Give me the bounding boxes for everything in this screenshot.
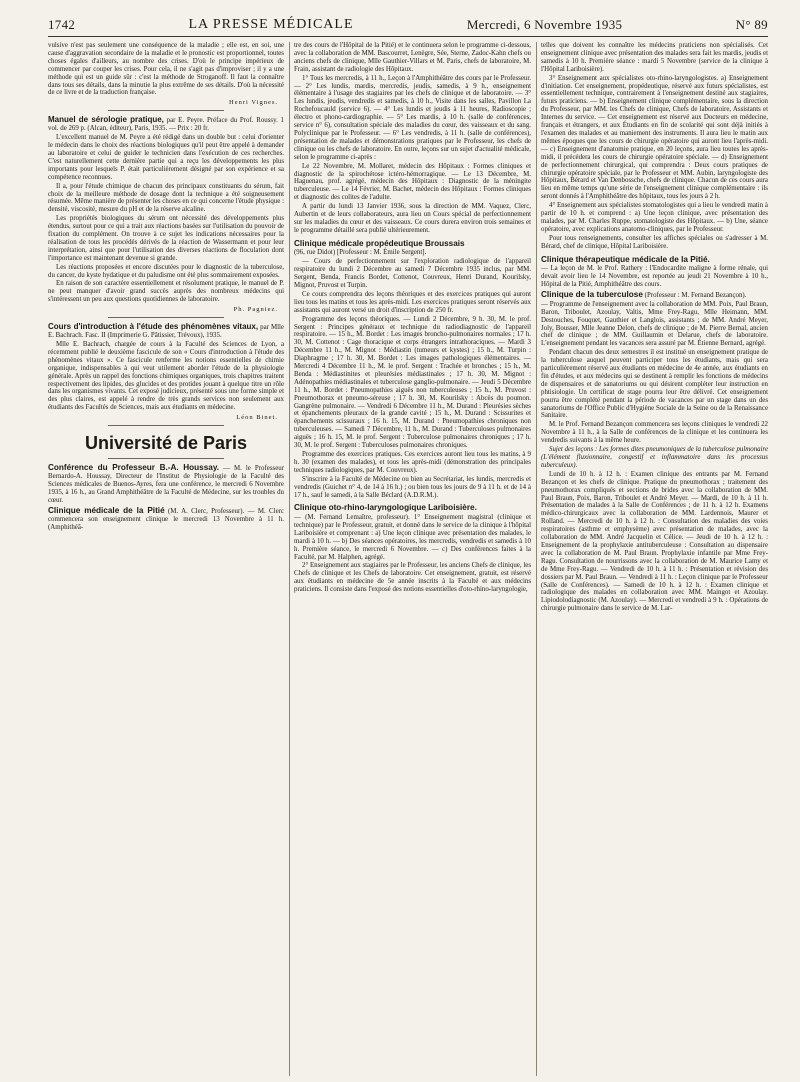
book-reference: par Mlle E. Bachrach. Fasc. II (Imprimerie G. Pâtissier, Trévoux), 1935. xyxy=(48,324,284,340)
paragraph: Ce cours comprendra des leçons théoriques et des exercices pratiques qui auront lieu tous les matins et tous les après-midi. Les exercices pratiques seront réservés aux assistants qui auront versé un droit d'inscription de 250 fr. xyxy=(294,290,531,314)
announcement-title: Clinique thérapeutique médicale de la Pitié. xyxy=(541,254,710,264)
author-signature: Léon Binet. xyxy=(236,414,278,422)
book-title: Manuel de sérologie pratique, xyxy=(48,115,164,125)
separator xyxy=(108,458,224,459)
publication-name: LA PRESSE MÉDICALE xyxy=(188,17,354,32)
column-divider xyxy=(289,42,290,1076)
header-rule xyxy=(48,36,768,37)
page-number: 1742 xyxy=(48,17,76,32)
book-review-heading xyxy=(48,322,284,340)
announcement-title: Clinique médicale propédeutique Broussais xyxy=(294,238,465,248)
issue-date: Mercredi, 6 Novembre 1935 xyxy=(466,17,623,32)
text-columns xyxy=(48,42,768,1076)
paragraph: S'inscrire à la Faculté de Médecine ou bien au Secrétariat, les lundis, mercredis et vendredis (Guichet n° 4, de 14 à 16 h.) ; ou bien tous les jours de 9 à 11 h. et de 14 à 17 h., sauf le samedi, à la Salle Béclard (A.D.R.M.). xyxy=(294,475,531,499)
paragraph: L'excellent manuel de M. Peyre a été rédigé dans un double but : celui d'orienter le médecin dans le choix des réactions biologiques qu'il peut être appelé à demander au laboratoire et celui de guider le technicien dans l'exécution de ces recherches. C'est naturellement cette dernière partie qui a reçu les développements les plus importants pour lesquels P. était particulièrement désigné par son expérience et sa compétence reconnues. xyxy=(48,134,284,181)
book-reference: par E. Peyre. Préface du Prof. Roussy. 1 vol. de 269 p. (Alcan, éditeur), Paris, 1935. — Prix : 20 fr. xyxy=(48,117,284,133)
book-title: Cours d'introduction à l'étude des phénomènes vitaux, xyxy=(48,322,259,332)
column-left xyxy=(48,42,284,1076)
paragraph: 3° Enseignement aux spécialistes oto-rhino-laryngologistes. a) Enseignement d'initiation. Cet enseignement, propédeutique, réservé aux futurs spécialistes, est essentiellement technique, contrairement à l'enseignement destiné aux stagiaires, futurs praticiens. — b) Enseignement clinique complémentaire, sous la direction du Professeur, par MM. les Chefs de clinique, Chefs de laboratoire, Assistants et Internes du service. — Cet enseignement est réservé aux Docteurs en médecine, français et étrangers, et aux Étudiants en fin de scolarité qui sont déjà initiés à l'examen des malades et au maniement des instruments. Il aura lieu le matin aux mêmes époques que les cours de chirurgie opératoire qui auront lieu l'après-midi. — c) Enseignement d'anatomie pratique, en 20 leçons, aura lieu toutes les après-midi, il précédera les cours de chirurgie opératoire spéciale. — d) Enseignement de perfectionnement chirurgical, qui comprendra : Deux cours pratiques de chirurgie opératoire spéciale, par le Professeur et MM. Aubin, laryngologiste des Hôpitaux, Bérard et Van Denbossche, chefs de clinique. Chacun de ces cours aura lieu en même temps qu'une série de l'enseignement clinique complémentaire : ils seront donnés à l'Amphithéâtre des hôpitaux, tous les jours à 2 h. xyxy=(541,74,768,201)
paragraph: A partir du lundi 13 Janvier 1936, sous la direction de MM. Vaquez, Clerc, Aubertin et de leurs collaborateurs, aura lieu un Cours spécial de perfectionnement sur les maladies du cœur et des vaisseaux. Ce cours durera environ trois semaines et le programme détaillé sera publié ultérieurement. xyxy=(294,203,531,234)
paragraph: — La leçon de M. le Prof. Rathery : l'Endocardite maligne à forme rénale, qui devait avoir lieu le 14 Novembre, est reportée au jeudi 21 Novembre à 10 h., Hôpital de la Pitié, Amphithéâtre des cours. xyxy=(541,265,768,288)
column-middle xyxy=(294,42,531,1076)
paragraph: 2° Enseignement aux stagiaires par le Professeur, les anciens Chefs de clinique, les Chefs de clinique et les Chefs de laboratoire. Cet enseignement, gratuit, est réservé aux étudiants en médecine de 5e année inscrits à la Faculté et aux médecins praticiens. Il consiste dans l'exposé des notions essentielles d'oto-rhino-laryngologie, xyxy=(294,562,531,594)
paragraph: vulsive n'est pas seulement une conséquence de la maladie ; elle est, en soi, une cause d'aggravation secondaire de la maladie et le pronostic est proportionnel, toutes choses égales d'ailleurs, au nombre des crises. D'où le principe impérieux de commencer par couper les crises. Pour cela, il ne s'agit pas d'improviser ; il y a une méthode qui est un guide sûr : c'est la méthode de Stroganoff. Il faut la connaître dans tous ses détails, dans la minutie la plus extrême de ses détails. D'où la nécessité de ce livre et de la traduction française. xyxy=(48,42,284,97)
paragraph: M. le Prof. Fernand Bezançon commencera ses leçons cliniques le vendredi 22 Novembre à 11 h., à la Salle de conférences de la clinique et les continuera les vendredis suivants à la même heure. xyxy=(541,421,768,445)
paragraph: 4° Enseignement aux spécialistes stomatologistes qui a lieu le vendredi matin à partir de 10 h. et comprend : a) Une leçon clinique, avec présentation des malades, par M. Charles Ruppe, stomatologiste des Hôpitaux. — b) Une, séance opératoire, avec explications anatomo-cliniques, par le Professeur. xyxy=(541,202,768,233)
separator xyxy=(108,425,224,426)
paragraph: — Programme de l'enseignement avec la collaboration de MM. Poix, Paul Braun, Baron, Triboulet, Azoulay, Valtis, Mme Frey-Ragu, Mlle Heimann, MM. Destouches, Fouquet, Gauthier et Langlois, assistants ; de MM. André Meyer, Joly, Bousser, Mlle Jeanne Delon, chefs de clinique ; de M. Pierre Bernal, ancien chef de clinique ; de MM. Guillaumin et Delarue, chefs de laboratoire. L'enseignement pendant les vacances sera assuré par M. Étienne Bernard, agrégé. xyxy=(541,300,768,348)
paragraph: Pour tous renseignements, consulter les affiches spéciales ou s'adresser à M. Bérard, chef de clinique, Hôpital Lariboisière. xyxy=(541,234,768,250)
announcement xyxy=(48,463,284,505)
announcement-title: Conférence du Professeur B.-A. Houssay. xyxy=(48,463,220,473)
announcement xyxy=(48,506,284,532)
announcement-body: (M. A. Clerc, Professeur). — M. Clerc commencera son enseignement clinique le mercredi 13 Novembre à 11 h. (Amphithéâ- xyxy=(48,507,284,531)
section-title: Université de Paris xyxy=(84,433,248,454)
announcement-subtitle: (96, rue Didot) [Professeur : M. Émile Sergent]. xyxy=(294,249,427,257)
announcement-title: Clinique médicale de la Pitié xyxy=(48,505,165,515)
separator xyxy=(108,110,224,111)
paragraph: — (M. Fernand Lemaître, professeur). 1° Enseignement magistral (clinique et technique) par le Professeur, gratuit, et donné dans le service de la clinique à l'hôpital Lariboisière et comprenant : a) Une leçon clinique avec présentation des malades, le mardi à 10 h. — b) Des séances opératoires, les mercredis, vendredis et samedis à 10 h. Première séance, le mercredi 6 Novembre. — c) Des conférences faites à la Faculté, par M. Halphen, agrégé. xyxy=(294,514,531,561)
paragraph: Sujet des leçons : Les formes dites pneumoniques de la tuberculose pulmonaire (L'élément fluxionnaire, congestif et inflammatoire dans les processus tuberculeux). xyxy=(541,446,768,469)
announcement-title: Clinique de la tuberculose xyxy=(541,289,643,299)
announcement-body: — M. le Professeur Bernardo-A. Houssay, Directeur de l'Institut de Physiologie de la Faculté des Sciences médicales de Buenos-Ayres, fera une conférence, le mercredi 6 Novembre 1935, à 16 h., au Grand Amphithéâtre de la Faculté de Médecine, sur les troubles du cœur. xyxy=(48,465,284,504)
paragraph: Pendant chacun des deux semestres il est institué un enseignement pratique de la tuberculose auquel peuvent participer tous les étudiants, mais qui sera particulièrement réservé aux étudiants en médecine de 4e année, aux étudiants en fin d'études, et aux médecins qui se destinent à remplir les fonctions de médecins de dispensaires et de sanatoriums ou qui désirent compléter leur instruction en phtisiologie. Un certificat de stage pourra leur être délivré. Cet enseignement pourra être complété pendant la période de vacances par un stage dans un des sanatoriums de l'Office Public d'Hygiène Sociale de la Seine ou de la Renaissance Sanitaire. xyxy=(541,349,768,420)
separator xyxy=(108,317,224,318)
paragraph: telles que doivent les connaître les médecins praticiens non spécialisés. Cet enseignement clinique avec présentation des malades sera fait les mardis, jeudis et samedis à 10 h. Première séance : mardi 5 Novembre (service de la clinique à l'Hôpital Lariboisière). xyxy=(541,42,768,73)
page-header xyxy=(48,14,768,36)
paragraph: 1° Tous les mercredis, à 11 h., Leçon à l'Amphithéâtre des cours par le Professeur. — 2° Les lundis, mardis, mercredis, jeudis, samedis, à 9 h., enseignement élémentaire à l'usage des stagiaires par les chefs de clinique et de laboratoire. — 3° Les lundis, jeudis, vendredis et samedis, à 10 h., Visite dans les salles, Pavillon La Rochefoucauld (service 6). — 4° Les lundis et jeudis à 11 heures, Radioscopie ; électro et phono-cardiographie. — 5° Les mardis, à 10 h. (salle de conférences, service n° 6), consultation spéciale des maladies du cœur, des vaisseaux et du sang. Polyclinique par le Professeur. — 6° Les vendredis, à 11 h. (salle de conférences), présentation de malades et démonstrations pratiques par le Professeur, les chefs de clinique ou les chefs de laboratoire. En outre, leçons sur un sujet d'actualité médicale, selon le programme ci-après : xyxy=(294,74,531,161)
announcement xyxy=(541,290,768,300)
announcement-subtitle: (Professeur : M. Fernand Bezançon). xyxy=(644,291,747,299)
paragraph: Programme des leçons théoriques. — Lundi 2 Décembre, 9 h. 30, M. le prof. Sergent : Principes généraux et technique du radiodiagnostic de l'appareil respiratoire. — 15 h., M. Bordet : Les images broncho-pulmonaires normales ; 17 h. 30, M. Cottenot : Cage thoracique et corps étrangers intrathoraciques. — Mardi 3 Décembre 11 h., M. Mignot : Médiastin (tumeurs et kystes) ; 15 h., M. Turpin : Diaphragme ; 17 h. 30, M. Bordet : Les images pathologiques élémentaires. — Mercredi 4 Décembre 11 h., M. le prof. Sergent : Trachée et bronches ; 15 h., M. Benda : Médiastinites et pleurésies médiastinales ; 17 h. 30, M. Mignot : Adénopathies médiastinales et tuberculose ganglio-pulmonaire. — Jeudi 5 Décembre 11 h., M. Bordet : Pneumopathies aiguës non tuberculeuses ; 15 h., M. Pruvost : Pneumothorax et pneumo-séreuse ; 17 h. 30, M. Kourilsky : Abcès du poumon. Gangrène pulmonaire. — Vendredi 6 Décembre 11 h., M. Durand : Pleurésies sèches et épanchements pleuraux de la grande cavité ; 15 h., M. Durand : Scissurites et épanchements scissuraux ; 16 h. 15, M. Durand : Pneumopathies chroniques non tuberculeuses. — Samedi 7 Décembre, 11 h., M. Durand : Tuberculoses pulmonaires aiguës ; 16 h. 15, M. le prof. Sergent : Tuberculose pulmonaires chroniques ; 17 h. 30, M. le prof. Sergent : Tuberculoses pulmonaires chroniques. xyxy=(294,315,531,450)
paragraph: Les réactions proposées et encore discutées pour le diagnostic de la tuberculose, du cancer, du kyste hydatique et du paludisme ont été plus sommairement exposées. xyxy=(48,263,284,279)
paragraph: Programme des exercices pratiques. Ces exercices auront lieu tous les matins, à 9 h. 30 (examen des malades), et tous les après-midi (démonstration des principales techniques radiologiques, par M. Couvreux). xyxy=(294,451,531,474)
announcement-title: Clinique oto-rhino-laryngologique Lariboisière. xyxy=(294,503,477,513)
paragraph: Les propriétés biologiques du sérum ont nécessité des développements plus étendus, surtout pour ce qui a trait aux réactions basées sur l'utilisation du pouvoir de fixation du complément. On trouve à ce sujet les indications nécessaires pour la réalisation de tous les procédés dérivés de la réaction de Wassermann et pour leur interprétation, ainsi que pour l'utilisation des diverses réactions de floculation dont l'importance est maintenant devenue si grande. xyxy=(48,215,284,262)
paragraph: Le 22 Novembre, M. Mollaret, médecin des Hôpitaux : Formes cliniques et diagnostic de la spirochétose ictéro-hémorragique. — Le 13 Décembre, M. Haguenau, prof. agrégé, médecin des Hôpitaux : Diagnostic de la méningite tuberculeuse. — Le 14 Février, M. Bachet, médecin des Hôpitaux : Formes cliniques et diagnostic des colites de l'adulte. xyxy=(294,162,531,202)
column-right xyxy=(541,42,768,1076)
author-signature: Henri Vignes. xyxy=(229,99,278,107)
paragraph: Lundi de 10 h. à 12 h. : Examen clinique des entrants par M. Fernand Bezançon et les chefs de clinique. Pratique du pneumothorax ; traitement des pneumothorax compliqués et sections de brides avec la collaboration de MM. Paul Braun, Poix, Baron, Triboulet et André Meyer. — Mardi, de 10 h. à 11 h. Présentation de malades à la Salle de Conférences ; de 11 h. à 12 h. Examens médico-chirurgicaux avec la collaboration de MM. Lardennois, Maurer et Rolland. — Mercredi de 10 h. à 12 h. : Consultation des maladies des voies respiratoires (asthme et emphysème) avec présentation de malades, avec la collaboration de MM. André Jacquelin et Célice. — Jeudi de 10 h. à 12 h. : Enseignement de la prophylaxie antituberculeuse : Consultation au dispensaire avec la collaboration de M. Paul Braun. Prophylaxie infantile par Mme Frey-Ragu. Consultation de nourrissons avec la collaboration de M. Maurice Lamy et de Mme Frey-Ragu. — Vendredi de 10 h. à 11 h. : Présentation et révision des dossiers par M. Paul Braun. — Vendredi à 11 h. : Leçon clinique par le Professeur (Salle de Conférences). — Samedi de 10 h. à 12 h. : Examen clinique et radiologique des malades en collaboration avec MM. Maingot et Azoulay. Lipiodolodiagnostic (M. Azoulay). — Mercredi et vendredi à 9 h. : Opérations de chirurgie pulmonaire dans le service de M. Lar- xyxy=(541,470,768,613)
paragraph: tre des cours de l'Hôpital de la Pitié) et le continuera selon le programme ci-dessous, avec la collaboration de MM. Bascourret, Lenègre, Sée, Sterne, Zadoc-Kahn chefs ou anciens chefs de clinique, Mlle Gauthier-Villars et M. Paris, chefs de laboratoire, M. Frain, assistant de radiologie des Hôpitaux. xyxy=(294,42,531,73)
column-divider xyxy=(536,42,537,1076)
paragraph: — Cours de perfectionnement sur l'exploration radiologique de l'appareil respiratoire du lundi 2 Décembre au samedi 7 Décembre 1935 inclus, par MM. Sergent, Benda, Francis Bordet, Cottenot, Couvreux, Henri Durand, Kourilsky, Mignot, Pruvost et Turpin. xyxy=(294,258,531,289)
paragraph: Il a, pour l'étude chimique de chacun des principaux constituants du sérum, fait choix de la meilleure méthode de dosage dont la technique a été soigneusement résumée. Même manière de présenter les choses en ce qui concerne l'étude physique : densité, viscosité, mesure du pH et de la réserve alcaline. xyxy=(48,182,284,214)
book-review-heading xyxy=(48,115,284,133)
author-signature: Ph. Pagniez. xyxy=(233,306,278,314)
paragraph: Mlle E. Bachrach, chargée de cours à la Faculté des Sciences de Lyon, a récemment publié le deuxième fascicule de son « Cours d'introduction à l'étude des phénomènes vitaux ». Ce fascicule renferme les notions essentielles de chimie organique, indispensables à qui veut utilement aborder l'étude de la physiologie générale. Après un rappel des fonctions chimiques organiques, trois chapitres traitent respectivement des lipides, des glucides et des protides jouant à quelque titre un rôle dans les organismes vivants. Cet exposé judicieux, présenté sous une forme simple et des plus claires, est appelé à rendre de très grands services non seulement aux étudiants des Facultés de Sciences, mais aux étudiants en médecine. xyxy=(48,341,284,412)
issue-number: N° 89 xyxy=(735,17,768,32)
paragraph: En raison de son caractère essentiellement et résolument pratique, le manuel de P. ne peut manquer d'avoir grand succès auprès des nombreux médecins qui s'intéressent un peu aux questions quotidiennes de laboratoire. xyxy=(48,280,284,304)
